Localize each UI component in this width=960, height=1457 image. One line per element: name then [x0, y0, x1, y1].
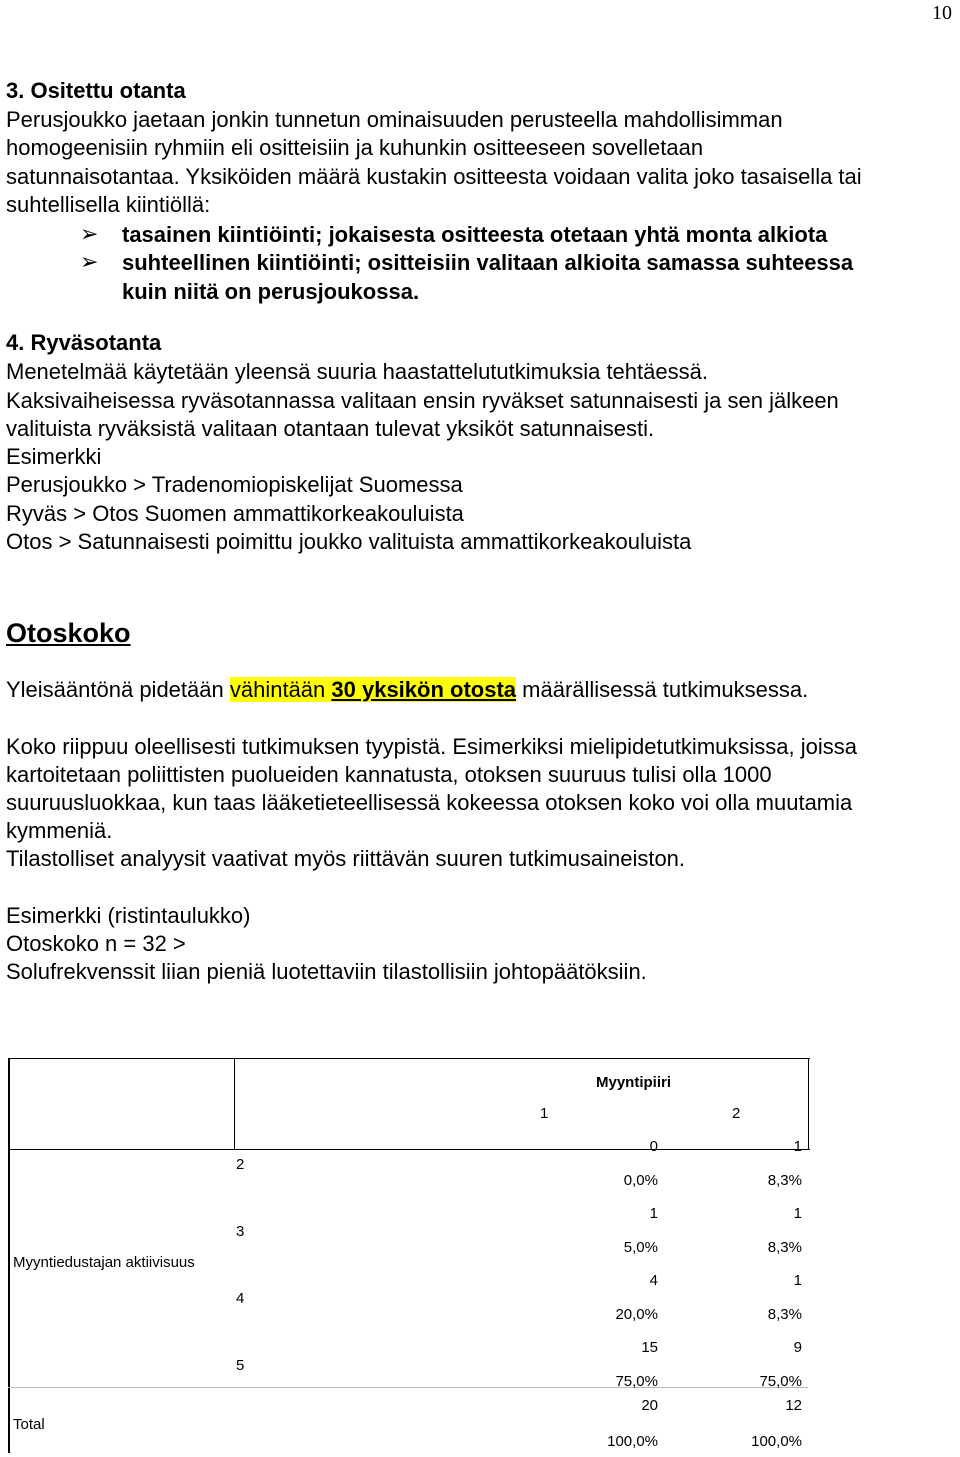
paragraph-line: Menetelmää käytetään yleensä suuria haastattelututkimuksia tehtäessä. — [6, 359, 708, 384]
bullet-item-continuation: kuin niitä on perusjoukossa. — [122, 279, 420, 304]
table-cell-count: 20 — [641, 1397, 658, 1414]
paragraph-line: suhtellisella kiintiöllä: — [6, 192, 211, 217]
table-total-divider — [8, 1387, 808, 1388]
table-cell-count: 15 — [641, 1339, 658, 1356]
table-cell-pct: 8,3% — [767, 1172, 802, 1189]
paragraph-line: Tilastolliset analyysit vaativat myös riittävän suuren tutkimusaineiston. — [6, 846, 686, 871]
paragraph-line: Koko riippuu oleellisesti tutkimuksen tyypistä. Esimerkiksi mielipidetutkimuksissa, joissa — [6, 734, 857, 759]
table-border-top — [8, 1058, 810, 1059]
section-4-heading: 4. Ryväsotanta — [6, 330, 162, 355]
paragraph-line: Otoskoko n = 32 > — [6, 931, 186, 956]
row-label: 2 — [236, 1156, 245, 1173]
table-cell-count: 1 — [793, 1272, 802, 1289]
table-cell-count: 9 — [793, 1339, 802, 1356]
table-cell-count: 1 — [793, 1138, 802, 1155]
row-label: 4 — [236, 1290, 245, 1307]
paragraph-line: Kaksivaiheisessa ryväsotannassa valitaan ensin ryväkset satunnaisesti ja sen jälkeen — [6, 388, 839, 413]
row-label: 3 — [236, 1223, 245, 1240]
table-border-right — [808, 1058, 809, 1150]
column-label-1: 1 — [540, 1105, 549, 1122]
table-cell-pct: 100,0% — [751, 1433, 802, 1450]
otoskoko-heading: Otoskoko — [6, 618, 131, 648]
arrow-bullet-icon: ➢ — [80, 221, 99, 246]
table-header-divider — [8, 1149, 810, 1150]
table-border-left-thick — [8, 1388, 10, 1453]
paragraph-line: Otos > Satunnaisesti poimittu joukko valituista ammattikorkeakouluista — [6, 529, 692, 554]
rule-highlight-bold: 30 yksikön otosta — [331, 677, 517, 702]
bullet-item: tasainen kiintiöinti; jokaisesta ositteesta otetaan yhtä monta alkiota — [122, 222, 828, 247]
paragraph-line: kymmeniä. — [6, 818, 113, 843]
row-variable-label: Myyntiedustajan aktiivisuus — [13, 1254, 195, 1271]
table-divider — [234, 1058, 235, 1150]
table-cell-pct: 5,0% — [623, 1239, 658, 1256]
crosstab-table — [8, 1058, 810, 1453]
table-cell-pct: 75,0% — [759, 1373, 802, 1390]
table-cell-count: 12 — [785, 1397, 802, 1414]
row-label: 5 — [236, 1357, 245, 1374]
table-cell-pct: 100,0% — [607, 1433, 658, 1450]
paragraph-line: suuruusluokkaa, kun taas lääketieteellisessä kokeessa otoksen koko voi olla muutamia — [6, 790, 853, 815]
section-3-heading: 3. Ositettu otanta — [6, 78, 186, 103]
table-cell-pct: 0,0% — [623, 1172, 658, 1189]
paragraph-line: Esimerkki (ristintaulukko) — [6, 903, 251, 928]
rule-suffix: määrällisessä tutkimuksessa. — [516, 677, 809, 702]
total-label: Total — [13, 1416, 45, 1433]
paragraph-line: homogeenisiin ryhmiin eli ositteisiin ja kuhunkin ositteeseen sovelletaan — [6, 135, 704, 160]
table-cell-count: 0 — [649, 1138, 658, 1155]
column-header: Myyntipiiri — [596, 1074, 672, 1091]
table-cell-count: 4 — [649, 1272, 658, 1289]
arrow-bullet-icon: ➢ — [80, 249, 99, 274]
paragraph-line: satunnaisotantaa. Yksiköiden määrä kustakin ositteesta voidaan valita joko tasaisella tai — [6, 164, 862, 189]
paragraph-line: Perusjoukko > Tradenomiopiskelijat Suomessa — [6, 472, 463, 497]
rule-of-thumb-line — [6, 676, 808, 704]
bullet-item: suhteellinen kiintiöinti; ositteisiin valitaan alkioita samassa suhteessa — [122, 250, 854, 275]
rule-highlight: vähintään — [229, 677, 332, 702]
rule-prefix: Yleisääntönä pidetään — [6, 677, 230, 702]
page-number: 10 — [932, 2, 952, 24]
paragraph-line: Ryväs > Otos Suomen ammattikorkeakouluista — [6, 501, 464, 526]
paragraph-line: Perusjoukko jaetaan jonkin tunnetun ominaisuuden perusteella mahdollisimman — [6, 107, 783, 132]
paragraph-line: Esimerkki — [6, 444, 102, 469]
paragraph-line: valituista ryväksistä valitaan otantaan tulevat yksiköt satunnaisesti. — [6, 416, 655, 441]
paragraph-line: Solufrekvenssit liian pieniä luotettaviin tilastollisiin johtopäätöksiin. — [6, 959, 647, 984]
table-cell-count: 1 — [793, 1205, 802, 1222]
table-cell-pct: 75,0% — [615, 1373, 658, 1390]
table-cell-pct: 8,3% — [767, 1306, 802, 1323]
table-cell-pct: 20,0% — [615, 1306, 658, 1323]
paragraph-line: kartoitetaan poliittisten puolueiden kannatusta, otoksen suuruus tulisi olla 1000 — [6, 762, 772, 787]
column-label-2: 2 — [732, 1105, 741, 1122]
table-cell-pct: 8,3% — [767, 1239, 802, 1256]
table-cell-count: 1 — [649, 1205, 658, 1222]
